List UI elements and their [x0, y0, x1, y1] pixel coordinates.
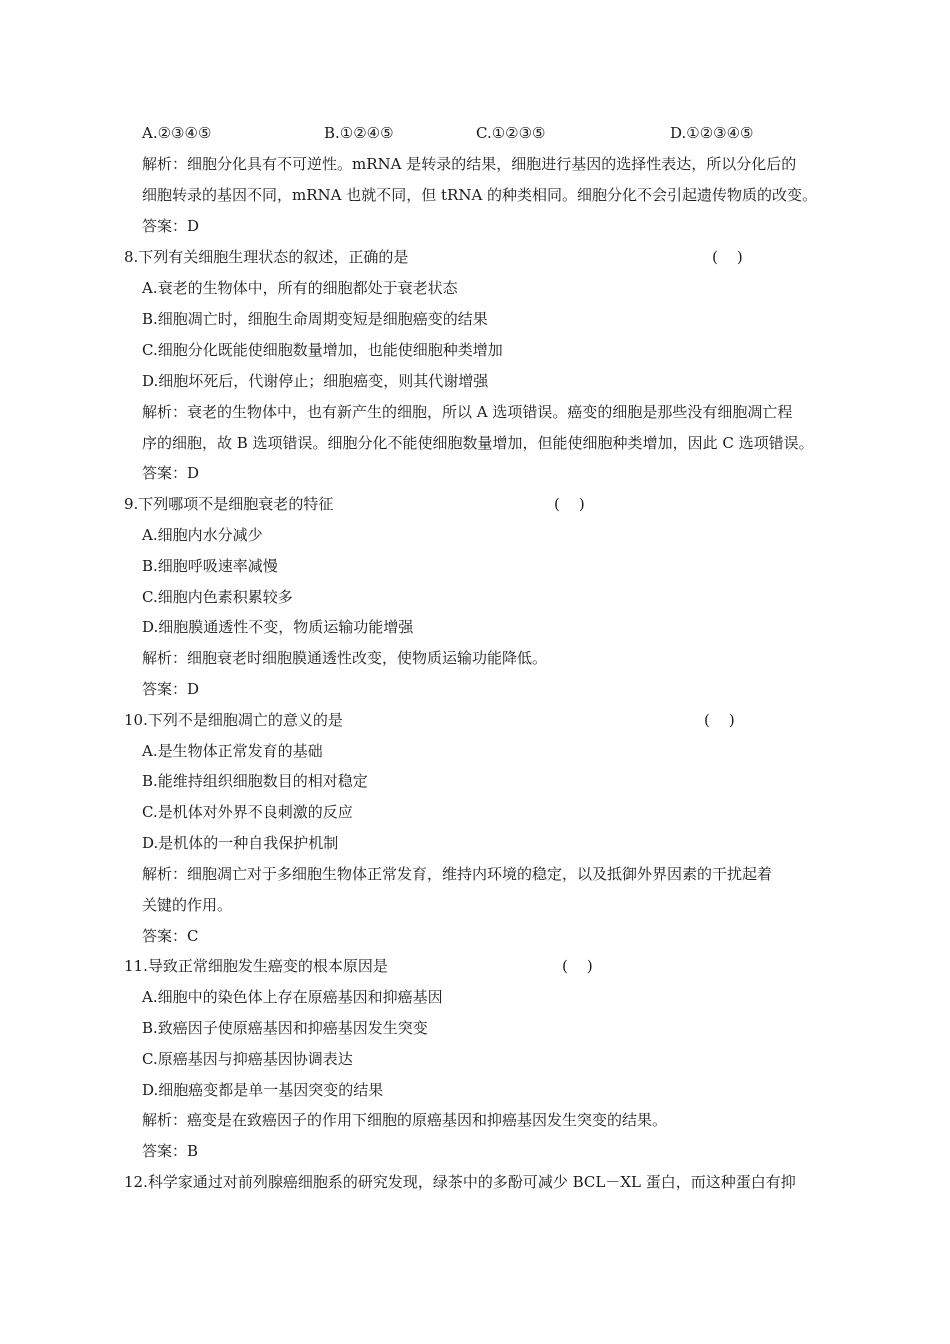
- q8-analysis-line-1: 解析：衰老的生物体中，也有新产生的细胞，所以 A 选项错误。癌变的细胞是那些没有细胞凋亡程: [142, 403, 793, 421]
- q10-option-b: B.能维持组织细胞数目的相对稳定: [142, 772, 368, 790]
- q11-answer: 答案：B: [142, 1142, 199, 1160]
- q7-option-a: A.②③④⑤: [142, 124, 212, 142]
- q9-stem: 9.下列哪项不是细胞衰老的特征: [124, 495, 334, 513]
- q10-option-a: A.是生物体正常发育的基础: [142, 742, 323, 760]
- q7-analysis-line-1: 解析：细胞分化具有不可逆性。mRNA 是转录的结果，细胞进行基因的选择性表达，所以分化后的: [142, 155, 797, 173]
- q11-option-a: A.细胞中的染色体上存在原癌基因和抑癌基因: [142, 988, 443, 1006]
- q11-analysis-line-1: 解析：癌变是在致癌因子的作用下细胞的原癌基因和抑癌基因发生突变的结果。: [142, 1111, 668, 1129]
- q7-option-b: B.①②④⑤: [324, 124, 394, 142]
- q11-option-d: D.细胞癌变都是单一基因突变的结果: [142, 1081, 384, 1099]
- q8-stem: 8.下列有关细胞生理状态的叙述，正确的是: [124, 248, 409, 266]
- q8-option-d: D.细胞坏死后，代谢停止；细胞癌变，则其代谢增强: [142, 372, 489, 390]
- q9-option-c: C.细胞内色素积累较多: [142, 588, 293, 606]
- q9-answer-blank: ( ): [554, 495, 585, 513]
- q11-answer-blank: ( ): [562, 957, 593, 975]
- q8-analysis-line-2: 序的细胞，故 B 选项错误。细胞分化不能使细胞数量增加，但能使细胞种类增加，因此 C 选项错误。: [142, 434, 814, 452]
- q10-answer: 答案：C: [142, 927, 199, 945]
- q7-analysis-line-2: 细胞转录的基因不同，mRNA 也就不同，但 tRNA 的种类相同。细胞分化不会引起遗传物质的改变。: [142, 186, 818, 204]
- q8-option-a: A.衰老的生物体中，所有的细胞都处于衰老状态: [142, 279, 458, 297]
- q8-answer-blank: ( ): [712, 248, 743, 266]
- q10-answer-blank: ( ): [704, 711, 735, 729]
- q11-option-b: B.致癌因子使原癌基因和抑癌基因发生突变: [142, 1019, 428, 1037]
- q8-answer: 答案：D: [142, 464, 200, 482]
- q11-option-c: C.原癌基因与抑癌基因协调表达: [142, 1050, 353, 1068]
- q10-option-d: D.是机体的一种自我保护机制: [142, 834, 339, 852]
- q11-stem: 11.导致正常细胞发生癌变的根本原因是: [124, 957, 388, 975]
- q12-stem: 12.科学家通过对前列腺癌细胞系的研究发现，绿茶中的多酚可减少 BCL－XL 蛋白，而这种蛋白有抑: [124, 1173, 796, 1191]
- q7-option-c: C.①②③⑤: [476, 124, 546, 142]
- q9-analysis-line-1: 解析：细胞衰老时细胞膜通透性改变，使物质运输功能降低。: [142, 649, 548, 667]
- q8-option-b: B.细胞凋亡时，细胞生命周期变短是细胞癌变的结果: [142, 310, 488, 328]
- q9-option-d: D.细胞膜通透性不变，物质运输功能增强: [142, 618, 414, 636]
- q10-option-c: C.是机体对外界不良刺激的反应: [142, 803, 353, 821]
- q9-option-a: A.细胞内水分减少: [142, 526, 263, 544]
- q8-option-c: C.细胞分化既能使细胞数量增加，也能使细胞种类增加: [142, 341, 503, 359]
- q7-answer: 答案：D: [142, 217, 200, 235]
- q10-analysis-line-2: 关键的作用。: [142, 896, 233, 914]
- q9-option-b: B.细胞呼吸速率减慢: [142, 557, 278, 575]
- q9-answer: 答案：D: [142, 680, 200, 698]
- q10-stem: 10.下列不是细胞凋亡的意义的是: [124, 711, 343, 729]
- q7-option-d: D.①②③④⑤: [670, 124, 754, 142]
- q10-analysis-line-1: 解析：细胞凋亡对于多细胞生物体正常发育，维持内环境的稳定，以及抵御外界因素的干扰起着: [142, 865, 773, 883]
